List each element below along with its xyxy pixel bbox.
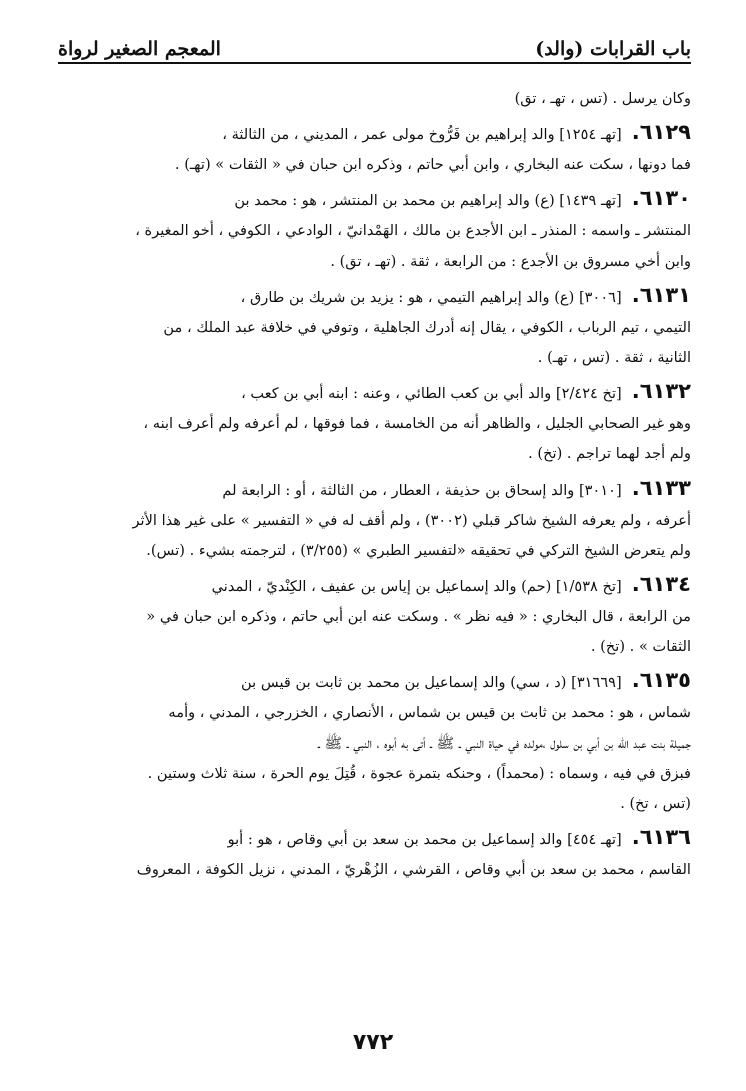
line-text: التيمي ، تيم الرباب ، الكوفي ، يقال إنه أدرك الجاهلية ، وتوفي في خلافة عبد الملك ، من xyxy=(163,318,691,336)
line-text: الثانية ، ثقة . (تس ، تهـ) . xyxy=(537,349,691,367)
line-text: وهو غير الصحابي الجليل ، والظاهر أنه من الخامسة ، فما فوقها ، لم أعرفه ولم أعرف ابنه ، xyxy=(143,415,691,433)
entry-number: ٦١٣٢. xyxy=(631,379,691,404)
text-line xyxy=(58,506,691,536)
line-text: القاسم ، محمد بن سعد بن أبي وقاص ، القرشي ، الزُهْريّ ، المدني ، نزيل الكوفة ، المعروف xyxy=(136,861,691,879)
line-text: وابن أخي مسروق بن الأجدع : من الرابعة ، ثقة . (تهـ ، تق) . xyxy=(330,252,691,270)
text-line xyxy=(58,343,691,373)
text-line xyxy=(58,698,691,728)
text-line xyxy=(58,855,691,885)
entry-number: ٦١٣١. xyxy=(631,282,691,307)
line-text: [تهـ ١٢٥٤] والد إبراهيم بن فَرُّوخ مولى عمر ، المديني ، من الثالثة ، xyxy=(222,126,622,144)
text-line xyxy=(58,759,691,789)
entry-number: ٦١٣٥. xyxy=(631,668,691,693)
text-line xyxy=(58,602,691,632)
page-header xyxy=(58,30,691,64)
book-title: المعجم الصغير لرواة xyxy=(58,38,221,60)
line-text: فما دونها ، سكت عنه البخاري ، وابن أبي حاتم ، وذكره ابن حبان في « الثقات » (تهـ) . xyxy=(174,156,691,174)
entry-number: ٦١٣٤. xyxy=(631,572,691,597)
entry-number: ٦١٢٩. xyxy=(631,120,691,145)
line-text: ولم يتعرض الشيخ التركي في تحقيقه «لتفسير الطبري » (٣/٢٥٥) ، لترجمته بشيء . (تس). xyxy=(146,541,691,559)
line-text: (تس ، تخ) . xyxy=(620,795,691,813)
line-text: [تهـ ١٤٣٩] (ع) والد إبراهيم بن محمد بن المنتشر ، هو : محمد بن xyxy=(234,192,622,210)
line-text: المنتشر ـ واسمه : المنذر ـ ابن الأجدع بن مالك ، الهَمْدانيّ ، الوادعي ، الكوفي ، أخو المغيرة ، xyxy=(135,222,691,240)
text-line xyxy=(58,632,691,662)
entry-heading-line xyxy=(58,180,691,216)
entry-heading-line xyxy=(58,114,691,150)
entry-heading-line xyxy=(58,373,691,409)
text-line xyxy=(58,247,691,277)
line-text: [٣٠١٠] والد إسحاق بن حذيفة ، العطار ، من الثالثة ، أو : الرابعة لم xyxy=(222,481,622,499)
text-line xyxy=(58,729,691,759)
line-text: الثقات » . (تخ) . xyxy=(590,638,691,656)
line-text: فبزق في فيه ، وسماه : (محمداً) ، وحنكه بتمرة عجوة ، قُتِلَ يوم الحرة ، سنة ثلاث وستين . xyxy=(147,764,691,782)
text-line xyxy=(58,313,691,343)
line-text: وكان يرسل . (تس ، تهـ ، تق) xyxy=(514,90,691,107)
page-number: ٧٧٢ xyxy=(352,1030,394,1055)
entry-heading-line xyxy=(58,566,691,602)
line-text: [تهـ ٤٥٤] والد إسماعيل بن محمد بن سعد بن أبي وقاص ، هو : أبو xyxy=(227,831,622,849)
line-text: ولم أجد لهما تراجم . (تخ) . xyxy=(528,445,691,463)
line-text: من الرابعة ، قال البخاري : « فيه نظر » . وسكت عنه ابن أبي حاتم ، وذكره ابن حبان في « xyxy=(146,608,691,626)
text-line xyxy=(58,536,691,566)
text-line xyxy=(58,439,691,469)
line-text: جميلة بنت عبد الله بن أبي بن سلول ،مولده في حياة النبي ـ ﷺ ـ أتى به أبوه ، النبي ـ ﷺ ـ xyxy=(318,734,691,752)
entry-heading-line xyxy=(58,662,691,698)
entry-heading-line xyxy=(58,277,691,313)
line-text: [٣٠٠٦] (ع) والد إبراهيم التيمي ، هو : يزيد بن شريك بن طارق ، xyxy=(240,288,622,306)
text-line xyxy=(58,409,691,439)
entry-number: ٦١٣٣. xyxy=(631,475,691,500)
text-line xyxy=(58,216,691,246)
page-body xyxy=(58,84,691,885)
entry-number: ٦١٣٠. xyxy=(631,186,691,211)
line-text: أعرفه ، ولم يعرفه الشيخ شاكر قبلي (٣٠٠٢) ، ولم أقف له في « التفسير » على غير هذا الأثر xyxy=(132,511,691,529)
text-line xyxy=(58,150,691,180)
line-text: شماس ، هو : محمد بن ثابت بن قيس بن شماس ، الأنصاري ، الخزرجي ، المدني ، وأمه xyxy=(168,704,691,722)
entry-heading-line xyxy=(58,819,691,855)
entry-heading-line xyxy=(58,470,691,506)
chapter-title: باب القرابات (والد) xyxy=(535,38,691,60)
line-text: [٣١٦٦٩] (د ، سي) والد إسماعيل بن محمد بن ثابت بن قيس بن xyxy=(241,674,622,692)
text-line xyxy=(58,84,691,114)
line-text: [تخ ١/٥٣٨] (حم) والد إسماعيل بن إياس بن عفيف ، الكِنْديّ ، المدني xyxy=(211,578,622,596)
entry-number: ٦١٣٦. xyxy=(631,825,691,850)
text-line xyxy=(58,789,691,819)
line-text: [تخ ٢/٤٢٤] والد أبي بن كعب الطائي ، وعنه : ابنه أبي بن كعب ، xyxy=(241,385,622,403)
